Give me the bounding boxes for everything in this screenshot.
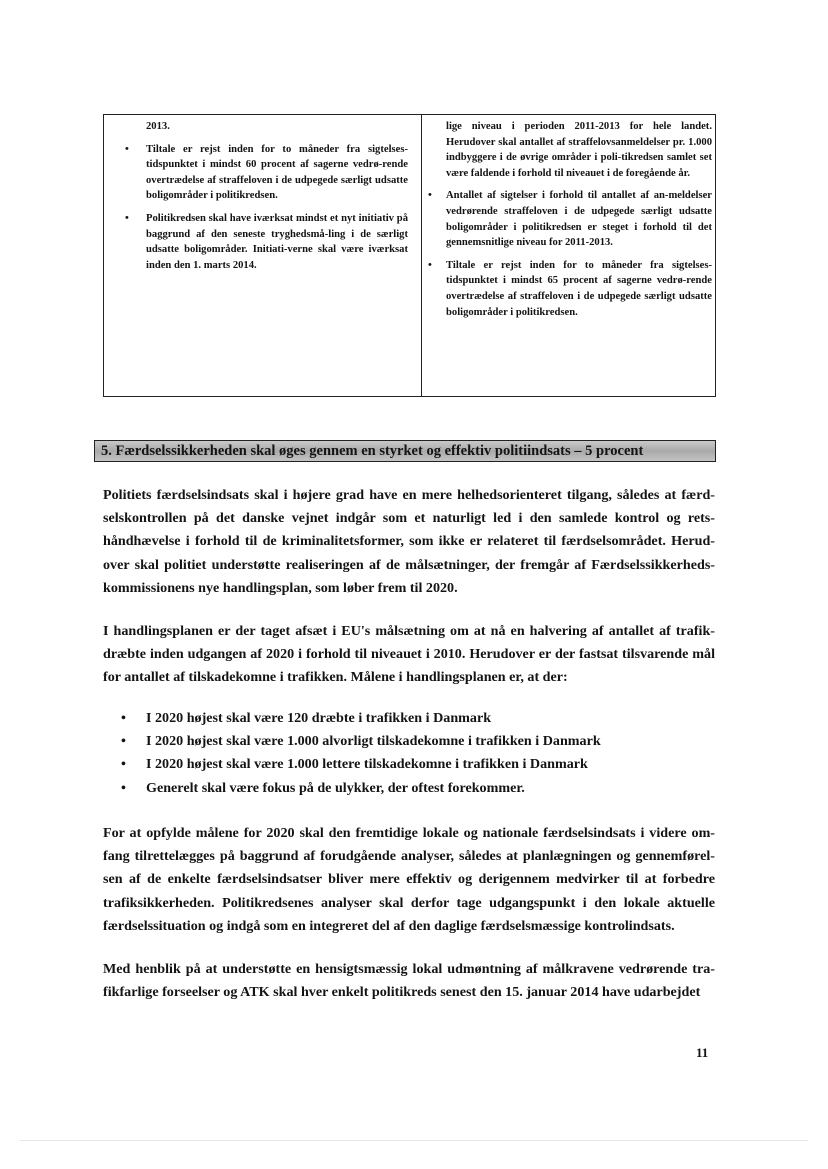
paragraph-analysis: For at opfylde målene for 2020 skal den fremtidige lokale og nationale færdselsindsats i videre om-fang tilrettelægges på baggrund af forudgående analyser, således at planlægningen og gennemførel-sen af de enkelte færdselsindsatser bliver mere effektiv og derigennem medvirker til at forbedre trafiksikkerheden. Politikredsenes analyser skal derfor tage udgangspunkt i den lokale aktuelle færdselssituation og indgå som en integreret del af den daglige færdselsmæssige kontrolindsats. [103, 825, 715, 934]
paragraph-traffic-effort: Politiets færdselsindsats skal i højere grad have en mere helhedsorienteret tilgang, således at færd-selskontrollen på det danske vejnet indgår som et naturligt led i den samlede kontrol og rets-håndhævelse i forhold til de kriminalitetsformer, som ikke er relateret til færdselsområdet. Herud-over skal politiet understøtte realiseringen af de målsætninger, der fremgår af Færdselssikkerheds-kommissionens nye handlingsplan, som løber frem til 2020. [103, 487, 715, 596]
targets-table [103, 114, 716, 397]
table-right-continuation: lige niveau i perioden 2011-2013 for hele landet. Herudover skal antallet af straffelovsanmeldelser pr. 1.000 indbyggere i de øvrige områder i poli-tikredsen samlet set være faldende i forhold til niveauet i de foregående år. [446, 121, 712, 179]
table-left-bullets [116, 142, 408, 274]
page-number: 11 [696, 1045, 709, 1060]
table-right-column [432, 119, 712, 320]
table-left-column [116, 119, 408, 273]
list-item: • Politikredsen skal have iværksat mindst et nyt initiativ på baggrund af den seneste tryghedsmå-ling i de særligt udsatte boligområder. Initiati-verne skal være iværksat inden den 1. marts 2014. [116, 211, 408, 273]
paragraph-local-implementation: Med henblik på at understøtte en hensigtsmæssig lokal udmøntning af målkravene vedrørende tra-fikfarlige forseelser og ATK skal hver enkelt politikreds senest den 15. januar 2014 have udarbejdet [103, 961, 715, 1001]
table-column-divider [421, 115, 422, 396]
scan-edge-line [20, 1140, 808, 1141]
list-item: • Tiltale er rejst inden for to måneder fra sigtelses-tidspunktet i mindst 65 procent af sagerne vedrø-rende overtrædelse af straffeloven i de udpegede særligt udsatte boligområder i politikredsen. [432, 258, 712, 320]
table-left-continuation: 2013. [146, 121, 170, 132]
list-item: • Antallet af sigtelser i forhold til antallet af an-meldelser vedrørende straffeloven i de udpegede særligt udsatte boligområder i politikredsen er steget i forhold til det gennemsnitlige niveau for 2011-2013. [432, 188, 712, 250]
list-item: • I 2020 højest skal være 1.000 lettere tilskadekomne i trafikken i Danmark [103, 753, 715, 776]
list-item: • Generelt skal være fokus på de ulykker, der oftest forekommer. [103, 777, 715, 800]
list-item: • Tiltale er rejst inden for to måneder fra sigtelses-tidspunktet i mindst 60 procent af sagerne vedrø-rende overtrædelse af straffeloven i de udpegede særligt udsatte boligområder i politikredsen. [116, 142, 408, 204]
list-item: • I 2020 højest skal være 120 dræbte i trafikken i Danmark [103, 707, 715, 730]
list-item: • I 2020 højest skal være 1.000 alvorligt tilskadekomne i trafikken i Danmark [103, 730, 715, 753]
targets-list [103, 707, 715, 800]
table-right-bullets [432, 188, 712, 320]
paragraph-action-plan: I handlingsplanen er der taget afsæt i EU's målsætning om at nå en halvering af antallet af trafik-dræbte inden udgangen af 2020 i forhold til niveauet i 2010. Herudover er der fastsat tilsvarende mål for antallet af tilskadekomne i trafikken. Målene i handlingsplanen er, at der: [103, 623, 715, 686]
section-heading: 5. Færdselssikkerheden skal øges gennem en styrket og effektiv politiindsats – 5 procent [94, 440, 716, 462]
